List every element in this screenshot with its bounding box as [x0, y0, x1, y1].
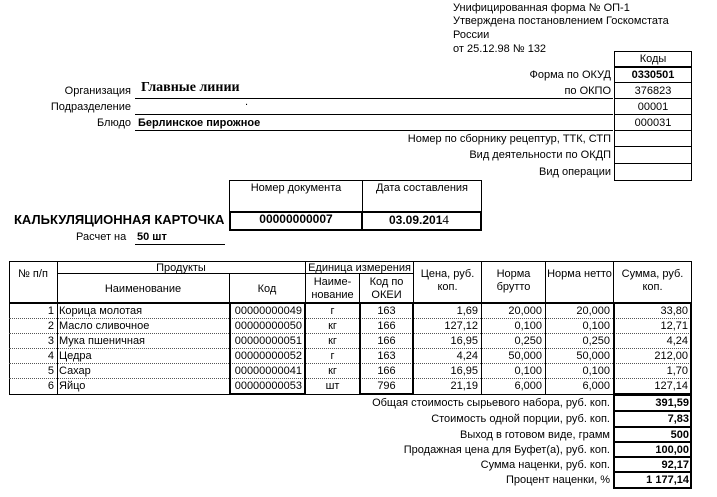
doc-date-header: Дата составления: [376, 182, 468, 194]
dish-label: Блюдо: [96, 117, 131, 129]
summary-portion-value: 7,83: [667, 413, 689, 425]
approval-country: России: [453, 29, 490, 41]
row-okei: 163: [377, 350, 396, 362]
col-gross: Норма брутто: [496, 268, 531, 293]
summary-yield-label: Выход в готовом виде, грамм: [459, 429, 610, 441]
row-code: 00000000049: [234, 305, 302, 317]
doc-date-last: 4: [442, 212, 449, 227]
org-value: Главные линии: [141, 80, 240, 95]
row-name: Корица молотая: [59, 305, 143, 317]
summary-total-value: 391,59: [655, 397, 689, 409]
calc-value: 50 шт: [137, 231, 167, 243]
summary-sale-price-label: Продажная цена для Буфет(а), руб. коп.: [403, 444, 610, 456]
row-net: 0,100: [582, 365, 610, 377]
row-sum: 127,14: [654, 380, 688, 392]
row-net: 0,100: [582, 320, 610, 332]
col-number: № п/п: [18, 268, 48, 280]
row-unit: кг: [328, 320, 337, 332]
row-net: 50,000: [576, 350, 610, 362]
okpo-label: по ОКПО: [564, 85, 611, 97]
row-code: 00000000052: [234, 350, 302, 362]
dish-code: 000031: [634, 117, 672, 129]
codes-title: Коды: [639, 53, 667, 65]
okpo-value: 376823: [634, 85, 672, 97]
row-okei: 166: [377, 365, 396, 377]
col-name: Наименование: [104, 283, 182, 295]
row-price: 16,95: [450, 335, 478, 347]
row-price: 21,19: [450, 380, 478, 392]
row-sum: 1,70: [666, 365, 688, 377]
row-code: 00000000050: [234, 320, 302, 332]
row-code: 00000000051: [234, 335, 302, 347]
row-number: 1: [47, 305, 54, 317]
doc-title: КАЛЬКУЛЯЦИОННАЯ КАРТОЧКА: [14, 212, 225, 227]
row-name: Яйцо: [59, 380, 86, 392]
row-name: Масло сливочное: [59, 320, 150, 332]
approval-date: от 25.12.98 № 132: [453, 43, 547, 55]
row-number: 3: [47, 335, 54, 347]
row-sum: 12,71: [660, 320, 688, 332]
okud-label: Форма по ОКУД: [529, 69, 611, 81]
row-number: 5: [47, 365, 54, 377]
col-code: Код: [257, 283, 277, 295]
activity-label: Вид деятельности по ОКДП: [469, 149, 611, 161]
row-name: Мука пшеничная: [59, 335, 146, 347]
row-unit: шт: [325, 380, 340, 392]
row-gross: 6,000: [514, 380, 542, 392]
row-okei: 166: [377, 335, 396, 347]
summary-markup-label: Сумма наценки, руб. коп.: [480, 459, 610, 471]
row-name: Сахар: [59, 365, 91, 377]
doc-number: 00000000007: [259, 212, 333, 226]
doc-number-header: Номер документа: [250, 182, 342, 194]
row-gross: 0,100: [514, 320, 542, 332]
summary-yield-value: 500: [670, 429, 689, 441]
subdivision-value: .: [245, 96, 249, 108]
row-unit: г: [330, 350, 335, 362]
summary-sale-price-value: 100,00: [655, 444, 689, 456]
recipe-label: Номер по сборнику рецептур, ТТК, СТП: [407, 133, 611, 145]
row-number: 2: [47, 320, 54, 332]
operation-label: Вид операции: [539, 166, 611, 178]
dish-value: Берлинское пирожное: [138, 117, 261, 129]
summary-markup-value: 92,17: [661, 459, 689, 471]
row-number: 6: [47, 380, 54, 392]
row-net: 6,000: [582, 380, 610, 392]
row-okei: 163: [377, 305, 396, 317]
col-price: Цена, руб. коп.: [420, 268, 475, 293]
row-number: 4: [47, 350, 54, 362]
row-unit: кг: [328, 365, 337, 377]
row-okei: 796: [377, 380, 396, 392]
row-sum: 212,00: [654, 350, 688, 362]
summary-portion-label: Стоимость одной порции, руб. коп.: [431, 413, 610, 425]
row-gross: 50,000: [508, 350, 542, 362]
row-name: Цедра: [59, 350, 92, 362]
row-sum: 33,80: [660, 305, 688, 317]
row-price: 16,95: [450, 365, 478, 377]
col-unit-name: Наиме-нование: [311, 276, 354, 301]
col-okei: Код по ОКЕИ: [369, 276, 404, 301]
okud-value: 0330501: [631, 69, 675, 81]
col-net: Норма нетто: [547, 268, 612, 280]
summary-markup-percent-value: 1 177,14: [646, 474, 689, 486]
row-net: 20,000: [576, 305, 610, 317]
row-gross: 20,000: [508, 305, 542, 317]
row-net: 0,250: [582, 335, 610, 347]
row-gross: 0,100: [514, 365, 542, 377]
row-code: 00000000053: [234, 380, 302, 392]
row-unit: кг: [328, 335, 337, 347]
row-sum: 4,24: [666, 335, 688, 347]
row-unit: г: [330, 305, 335, 317]
org-label: Организация: [64, 85, 131, 97]
col-products: Продукты: [156, 262, 206, 274]
form-name: Унифицированная форма № ОП-1: [453, 2, 630, 14]
row-price: 127,12: [444, 320, 478, 332]
doc-date: [389, 212, 449, 228]
summary-total-label: Общая стоимость сырьевого набора, руб. коп.: [372, 397, 610, 409]
row-price: 1,69: [456, 305, 478, 317]
col-unit: Единица измерения: [308, 262, 411, 274]
row-gross: 0,250: [514, 335, 542, 347]
approval-line: Утверждена постановлением Госкомстата: [453, 15, 669, 27]
subdivision-code: 00001: [637, 101, 669, 113]
row-okei: 166: [377, 320, 396, 332]
row-price: 4,24: [456, 350, 478, 362]
row-code: 00000000041: [234, 365, 302, 377]
col-sum: Сумма, руб. коп.: [621, 268, 684, 293]
summary-markup-percent-label: Процент наценки, %: [505, 474, 610, 486]
doc-date-main: 03.09.201: [389, 213, 443, 227]
subdivision-label: Подразделение: [50, 101, 131, 113]
calc-label: Расчет на: [76, 231, 127, 243]
